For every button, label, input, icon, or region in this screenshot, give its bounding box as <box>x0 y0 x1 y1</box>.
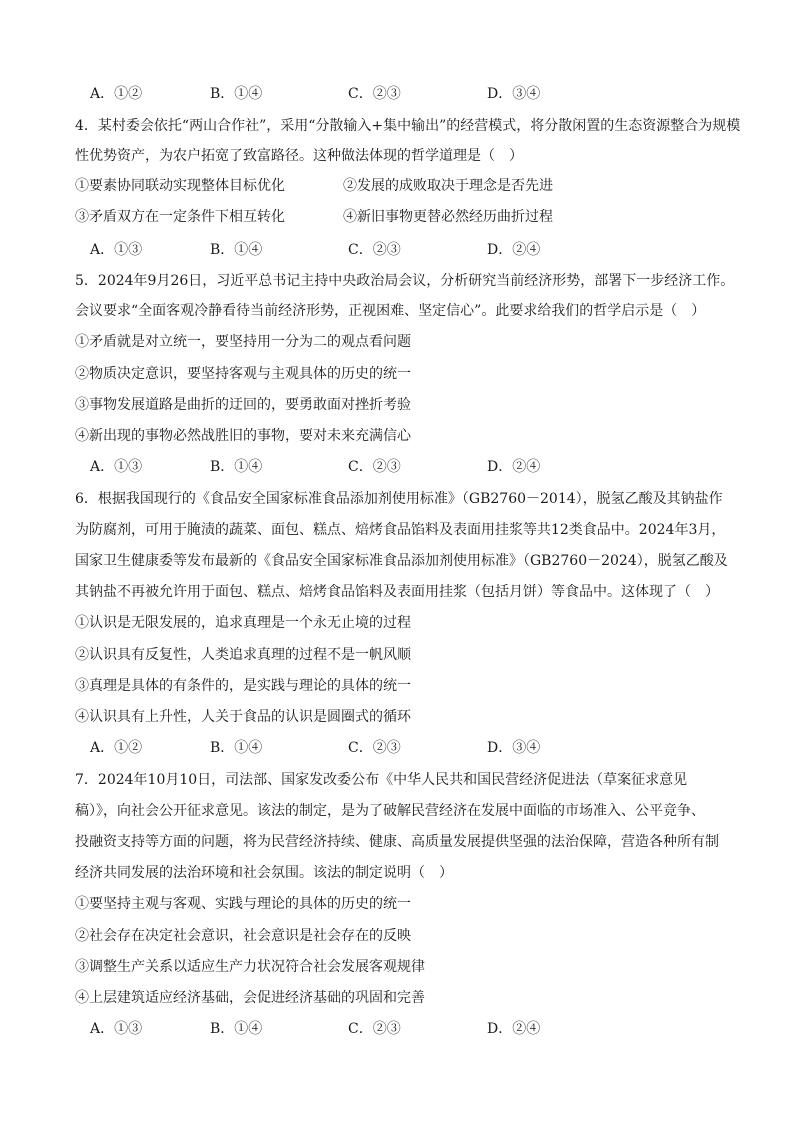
q5-stem-line: 会议要求“全面客观冷静看待当前经济形势，正视困难、坚定信心”。此要求给我们的哲学启示是（ ） <box>75 303 706 319</box>
q6-stem-line: 国家卫生健康委等发布最新的《食品安全国家标准食品添加剂使用标准》（GB2760－2024），脱氢乙酸及 <box>75 553 728 569</box>
q4-statement-2: ②发展的成败取决于理念是否先进 <box>343 178 553 194</box>
q4-statement-4: ④新旧事物更替必然经历曲折过程 <box>343 209 553 225</box>
q3-option-c[interactable]: C．②③ <box>348 86 401 102</box>
q6-statement-4: ④认识具有上升性，人关于食品的认识是圆圈式的循环 <box>75 709 411 725</box>
q7-statement-4: ④上层建筑适应经济基础，会促进经济基础的巩固和完善 <box>75 990 425 1006</box>
q4-statement-row <box>75 207 725 227</box>
q5-statement-1: ①矛盾就是对立统一，要坚持用一分为二的观点看问题 <box>75 334 411 350</box>
q6-statement-3: ③真理是具体的有条件的，是实践与理论的具体的统一 <box>75 678 411 694</box>
q6-stem-line: 其钠盐不再被允许用于面包、糕点、焙烤食品馅料及表面用挂浆（包括月饼）等食品中。这体现了（ ） <box>75 584 719 600</box>
q6-options <box>90 738 710 758</box>
q4-option-b[interactable]: B．①④ <box>210 242 263 258</box>
q7-option-d[interactable]: D．②④ <box>487 1021 541 1037</box>
q5-options <box>90 457 710 477</box>
q4-statement-row <box>75 176 725 196</box>
q5-option-c[interactable]: C．②③ <box>348 459 401 475</box>
q5-statement-2: ②物质决定意识，要坚持客观与主观具体的历史的统一 <box>75 366 411 382</box>
q3-option-d[interactable]: D．③④ <box>487 86 541 102</box>
q3-option-b[interactable]: B．①④ <box>210 86 263 102</box>
q6-option-d[interactable]: D．③④ <box>487 740 541 756</box>
q5-option-b[interactable]: B．①④ <box>210 459 263 475</box>
q4-option-d[interactable]: D．②④ <box>487 242 541 258</box>
q4-statement-3: ③矛盾双方在一定条件下相互转化 <box>75 209 285 225</box>
q7-statement-3: ③调整生产关系以适应生产力状况符合社会发展客观规律 <box>75 959 425 975</box>
q7-options <box>90 1019 710 1039</box>
q5-option-d[interactable]: D．②④ <box>487 459 541 475</box>
q5-statement-3: ③事物发展道路是曲折的迂回的，要勇敢面对挫折考验 <box>75 397 411 413</box>
q5-stem-line: 5．2024年9月26日，习近平总书记主持中央政治局会议，分析研究当前经济形势，部署下一步经济工作。 <box>75 273 735 289</box>
q6-option-c[interactable]: C．②③ <box>348 740 401 756</box>
q5-statement-4: ④新出现的事物必然战胜旧的事物，要对未来充满信心 <box>75 428 411 444</box>
q6-statement-1: ①认识是无限发展的，追求真理是一个永无止境的过程 <box>75 615 411 631</box>
q5-option-a[interactable]: A．①③ <box>90 459 143 475</box>
q6-stem-line: 为防腐剂，可用于腌渍的蔬菜、面包、糕点、焙烤食品馅料及表面用挂浆等共12类食品中。2024年3月， <box>75 522 726 538</box>
q4-statement-1: ①要素协同联动实现整体目标优化 <box>75 178 285 194</box>
q6-option-a[interactable]: A．①② <box>90 740 143 756</box>
q4-option-c[interactable]: C．②③ <box>348 242 401 258</box>
q7-stem-line: 经济共同发展的法治环境和社会氛围。该法的制定说明（ ） <box>75 865 453 881</box>
q4-stem-line: 4．某村委会依托“两山合作社”，采用“分散输入+集中输出”的经营模式，将分散闲置的生态资源整合为规模 <box>75 118 741 134</box>
q7-statement-2: ②社会存在决定社会意识，社会意识是社会存在的反映 <box>75 928 411 944</box>
q7-option-a[interactable]: A．①③ <box>90 1021 143 1037</box>
q7-option-b[interactable]: B．①④ <box>210 1021 263 1037</box>
q6-stem-line: 6．根据我国现行的《食品安全国家标准食品添加剂使用标准》（GB2760－2014），脱氢乙酸及其钠盐作 <box>75 491 723 507</box>
q7-stem-line: 投融资支持等方面的问题，将为民营经济持续、健康、高质量发展提供坚强的法治保障，营造各种所有制 <box>75 834 719 850</box>
q6-option-b[interactable]: B．①④ <box>210 740 263 756</box>
q3-options <box>90 84 710 104</box>
q7-statement-1: ①要坚持主观与客观、实践与理论的具体的历史的统一 <box>75 896 411 912</box>
q4-stem-line: 性优势资产，为农户拓宽了致富路径。这种做法体现的哲学道理是（ ） <box>75 148 523 164</box>
q7-stem-line: 7．2024年10月10日，司法部、国家发改委公布《中华人民共和国民营经济促进法（草案征求意见 <box>75 772 688 788</box>
q4-options <box>90 240 710 260</box>
q7-option-c[interactable]: C．②③ <box>348 1021 401 1037</box>
q7-stem-line: 稿）》，向社会公开征求意见。该法的制定，是为了破解民营经济在发展中面临的市场准入、公平竞争、 <box>75 803 705 819</box>
q6-statement-2: ②认识具有反复性，人类追求真理的过程不是一帆风顺 <box>75 647 411 663</box>
q3-option-a[interactable]: A．①② <box>90 86 143 102</box>
q4-option-a[interactable]: A．①③ <box>90 242 143 258</box>
